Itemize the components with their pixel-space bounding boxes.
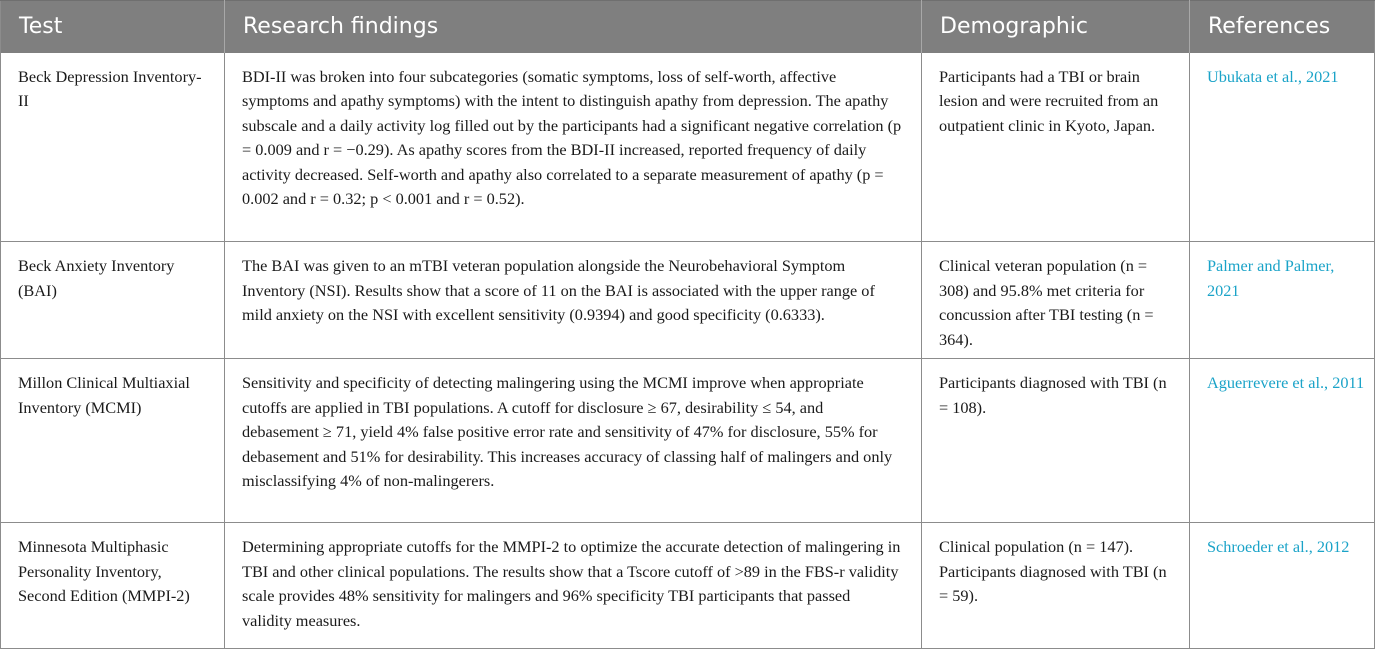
cell-test: Beck Depression Inventory-II <box>1 53 225 242</box>
cell-reference <box>1190 53 1375 242</box>
table-row <box>1 242 1375 359</box>
table-row <box>1 359 1375 523</box>
cell-findings: Sensitivity and specificity of detecting malingering using the MCMI improve when appropriate cutoffs are applied in TBI populations. A cutoff for disclosure ≥ 67, desirability ≤ 54, and debasement ≥ 71, yield 4% false positive error rate and sensitivity of 47% for disclosure, 55% for debasement and 51% for desirability. This increases accuracy of classing half of malingers and only misclassifying 4% of non-malingerers. <box>225 359 922 523</box>
cell-demographic: Clinical veteran population (n = 308) and 95.8% met criteria for concussion after TBI testing (n = 364). <box>922 242 1190 359</box>
table-body <box>1 53 1375 649</box>
cell-demographic: Clinical population (n = 147). Participants diagnosed with TBI (n = 59). <box>922 523 1190 649</box>
cell-reference <box>1190 523 1375 649</box>
cell-demographic: Participants diagnosed with TBI (n = 108). <box>922 359 1190 523</box>
reference-link[interactable]: Palmer and Palmer, 2021 <box>1207 256 1335 300</box>
header-findings: Research findings <box>225 1 922 53</box>
header-row <box>1 1 1375 53</box>
reference-link[interactable]: Schroeder et al., 2012 <box>1207 537 1350 556</box>
header-test: Test <box>1 1 225 53</box>
cell-findings: The BAI was given to an mTBI veteran population alongside the Neurobehavioral Symptom Inventory (NSI). Results show that a score of 11 on the BAI is associated with the upper range of mild anxiety on the NSI with excellent sensitivity (0.9394) and good specificity (0.6333). <box>225 242 922 359</box>
cell-test: Minnesota Multiphasic Personality Inventory, Second Edition (MMPI-2) <box>1 523 225 649</box>
cell-reference <box>1190 242 1375 359</box>
table-row <box>1 53 1375 242</box>
header-references: References <box>1190 1 1375 53</box>
cell-demographic: Participants had a TBI or brain lesion and were recruited from an outpatient clinic in Kyoto, Japan. <box>922 53 1190 242</box>
cell-test: Beck Anxiety Inventory (BAI) <box>1 242 225 359</box>
reference-link[interactable]: Ubukata et al., 2021 <box>1207 66 1339 86</box>
cell-reference <box>1190 359 1375 523</box>
table-header <box>1 1 1375 53</box>
cell-findings: BDI-II was broken into four subcategories (somatic symptoms, loss of self-worth, affective symptoms and apathy symptoms) with the intent to distinguish apathy from depression. The apathy subscale and a daily activity log filled out by the participants had a significant negative correlation (p = 0.009 and r = −0.29). As apathy scores from the BDI-II increased, reported frequency of daily activity decreased. Self-worth and apathy also correlated to a separate measurement of apathy (p = 0.002 and r = 0.32; p < 0.001 and r = 0.52). <box>225 53 922 242</box>
cell-findings: Determining appropriate cutoffs for the MMPI-2 to optimize the accurate detection of malingering in TBI and other clinical populations. The results show that a Tscore cutoff of >89 in the FBS-r validity scale provides 48% sensitivity for malingers and 96% specificity TBI participants that passed validity measures. <box>225 523 922 649</box>
header-demographic: Demographic <box>922 1 1190 53</box>
table-row <box>1 523 1375 649</box>
cell-test: Millon Clinical Multiaxial Inventory (MCMI) <box>1 359 225 523</box>
reference-link[interactable]: Aguerrevere et al., 2011 <box>1207 373 1365 392</box>
